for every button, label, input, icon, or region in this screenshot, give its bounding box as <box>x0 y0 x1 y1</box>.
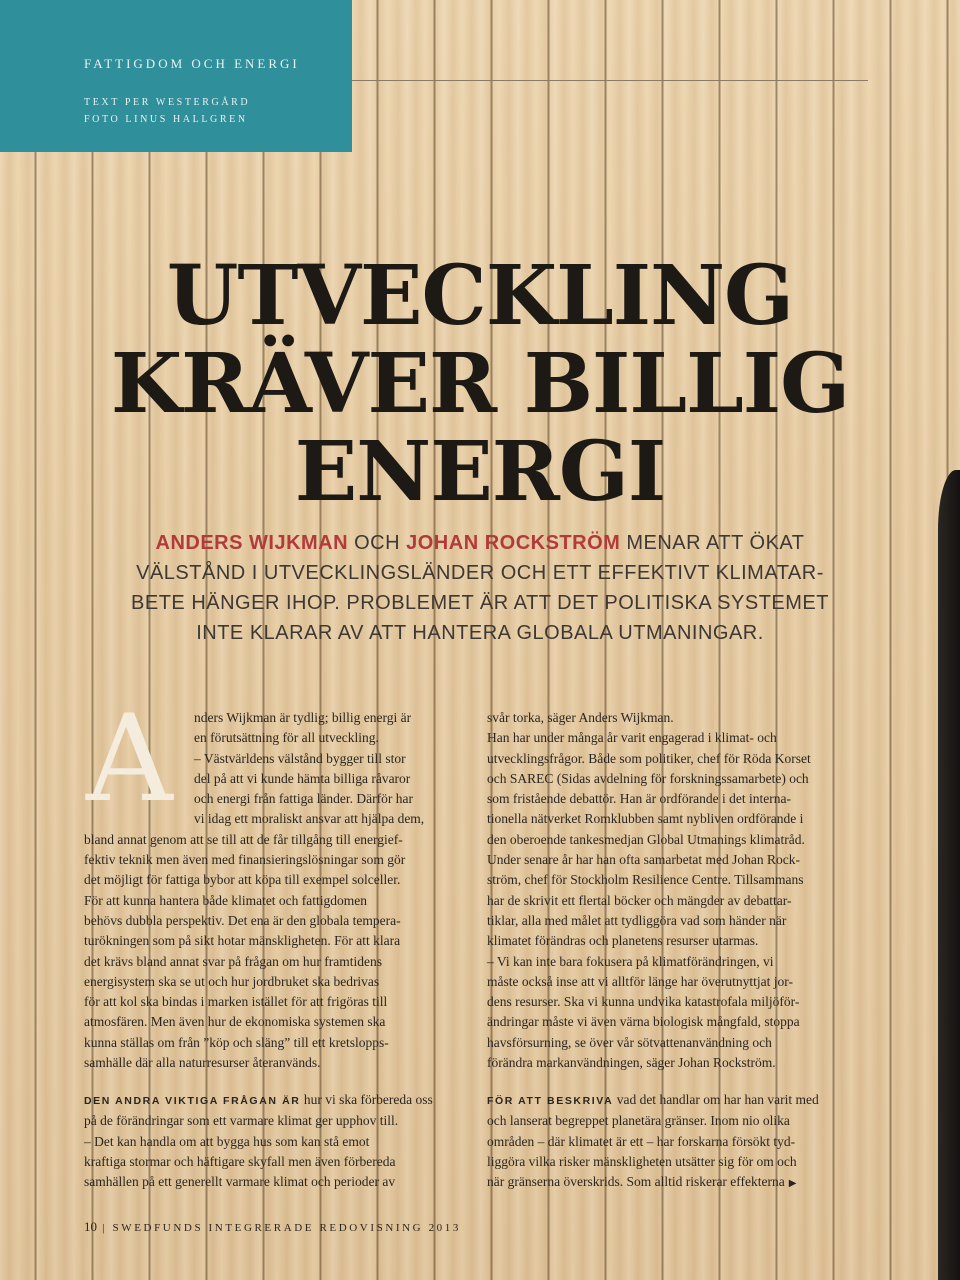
lead-line-1 <box>100 528 860 558</box>
body-line: det möjligt för fattiga bybor att köpa till exempel solceller. <box>84 872 401 888</box>
body-line: för att kol ska bindas i marken istället för att frigöras till <box>84 994 388 1010</box>
dark-coat-edge <box>938 470 960 1280</box>
header-color-block <box>0 0 352 152</box>
body-line: tionella nätverket Romklubben samt nybliven ordförande i <box>487 811 804 827</box>
headline-line-1: UTVECKLING <box>166 248 794 344</box>
body-line: ändringar måste vi även värna biologisk mångfald, stoppa <box>487 1014 800 1030</box>
credit-text: TEXT PER WESTERGÅRD <box>84 97 251 108</box>
body-column-1 <box>84 708 464 1073</box>
lead-rest-1: MENAR ATT ÖKAT <box>620 532 805 554</box>
paragraph-opener <box>84 1090 474 1111</box>
footer-separator: | <box>102 1222 108 1234</box>
body-line: tiklar, alla med målet att tydliggöra vad som händer när <box>487 912 787 928</box>
body-line: vi idag ett moraliskt ansvar att hjälpa dem, <box>194 811 425 827</box>
body-line: områden – där klimatet är ett – har forskarna försökt tyd- <box>487 1133 796 1149</box>
headline-line-2: KRÄVER BILLIG <box>110 336 850 432</box>
header-rule <box>352 80 868 81</box>
body-line: samhälle där alla naturresurser återanvänds. <box>84 1055 321 1071</box>
body-line: havsförsurning, se över vår sötvattenanvändning och <box>487 1034 772 1050</box>
body-line: och energi från fattiga länder. Därför har <box>194 791 414 807</box>
lead-line-3: BETE HÄNGER IHOP. PROBLEMET ÄR ATT DET POLITISKA SYSTEMET <box>131 592 829 614</box>
body-line: – Västvärldens välstånd bygger till stor <box>194 750 406 766</box>
body-line: liggöra vilka risker mänskligheten utsätter sig för om och <box>487 1153 797 1169</box>
body-line: För att kunna hantera både klimatet och fattigdomen <box>84 892 368 908</box>
body-column-4 <box>487 1090 877 1194</box>
lead-line-2: VÄLSTÅND I UTVECKLINGSLÄNDER OCH ETT EFFEKTIVT KLIMATAR- <box>136 562 824 584</box>
body-line: nders Wijkman är tydlig; billig energi är <box>194 710 412 725</box>
body-column-2 <box>487 708 877 1073</box>
body-line: hur vi ska förbereda oss <box>300 1092 433 1107</box>
body-line: atmosfären. Men även hur de ekonomiska systemen ska <box>84 1014 386 1030</box>
continue-arrow-icon: ▶ <box>788 1178 797 1190</box>
page-number: 10 <box>84 1219 97 1234</box>
page-footer <box>84 1219 461 1235</box>
body-line: måste också inse att vi alltför länge har överutnyttjat jor- <box>487 973 794 989</box>
headline <box>0 248 960 520</box>
body-line: samhällen på ett generellt varmare klimat och perioder av <box>84 1174 396 1190</box>
body-column-3 <box>84 1090 474 1192</box>
body-line: Han har under många år varit engagerad i klimat- och <box>487 730 777 746</box>
body-line: på de förändringar som ett varmare klimat ger upphov till. <box>84 1113 399 1129</box>
body-line: har de skrivit ett flertal böcker och mängder av debattar- <box>487 892 792 908</box>
publication-name: SWEDFUNDS INTEGRERADE REDOVISNING 2013 <box>112 1222 461 1234</box>
credits <box>84 94 250 128</box>
body-line: – Det kan handla om att bygga hus som kan stå emot <box>84 1133 370 1149</box>
body-line: en förutsättning för all utveckling. <box>194 730 379 746</box>
body-line: det krävs bland annat svar på frågan om hur framtidens <box>84 953 383 969</box>
small-caps-lead: DEN ANDRA VIKTIGA FRÅGAN ÄR <box>84 1095 301 1107</box>
body-line: – Vi kan inte bara fokusera på klimatförändringen, vi <box>487 953 774 969</box>
lead-and: OCH <box>348 532 407 554</box>
body-line: Under senare år har han ofta samarbetat med Johan Rock- <box>487 852 800 868</box>
body-line: den oberoende tankesmedjan Global Utmanings klimatråd. <box>487 831 805 847</box>
paragraph-opener <box>487 1090 877 1111</box>
body-line: kunna ställas om från ”köp och släng” till ett kretslopps- <box>84 1034 389 1050</box>
lead-name-1: ANDERS WIJKMAN <box>155 532 349 554</box>
body-line: klimatet förändras och planetens resurser utarmas. <box>487 933 759 949</box>
headline-line-3: ENERGI <box>294 424 666 520</box>
body-line: energisystem ska se ut och hur jordbruket ska bedrivas <box>84 973 380 989</box>
body-line: svår torka, säger Anders Wijkman. <box>487 710 674 725</box>
body-line: förändra markanvändningen, säger Johan Rockström. <box>487 1055 776 1071</box>
body-line: och SAREC (Sidas avdelning för forskningssamarbete) och <box>487 770 809 786</box>
body-line: och lanserat begreppet planetära gränser. Inom nio olika <box>487 1113 790 1129</box>
body-line: ström, chef för Stockholm Resilience Centre. Tillsammans <box>487 872 804 888</box>
body-line: utvecklingsfrågor. Både som politiker, chef för Röda Korset <box>487 750 811 766</box>
body-line: vad det handlar om har han varit med <box>613 1092 819 1107</box>
section-label: FATTIGDOM OCH ENERGI <box>84 56 300 71</box>
body-line: turökningen som på sikt hotar mänskligheten. För att klara <box>84 933 401 949</box>
drop-cap: A <box>86 690 173 829</box>
body-line: när gränserna överskrids. Som alltid riskerar effekterna ▶ <box>487 1172 877 1194</box>
body-line: behövs dubbla perspektiv. Det ena är den globala tempera- <box>84 912 401 928</box>
lead-name-2: JOHAN ROCKSTRÖM <box>406 532 621 554</box>
body-line: del på att vi kunde hämta billiga råvaror <box>194 770 411 786</box>
small-caps-lead: FÖR ATT BESKRIVA <box>487 1095 614 1107</box>
lead-line-4: INTE KLARAR AV ATT HANTERA GLOBALA UTMANINGAR. <box>196 622 764 644</box>
body-line: dens resurser. Ska vi kunna undvika katastrofala miljöför- <box>487 994 800 1010</box>
body-line: som fristående debattör. Han är ordförande i det interna- <box>487 791 792 807</box>
body-line: kraftiga stormar och häftigare skyfall men även förbereda <box>84 1153 396 1169</box>
credit-photo: FOTO LINUS HALLGREN <box>84 114 248 125</box>
body-line: fektiv teknik men även med finansieringslösningar som gör <box>84 852 406 868</box>
body-line: bland annat genom att se till att de får tillgång till energief- <box>84 831 403 847</box>
lead-paragraph <box>100 528 860 648</box>
